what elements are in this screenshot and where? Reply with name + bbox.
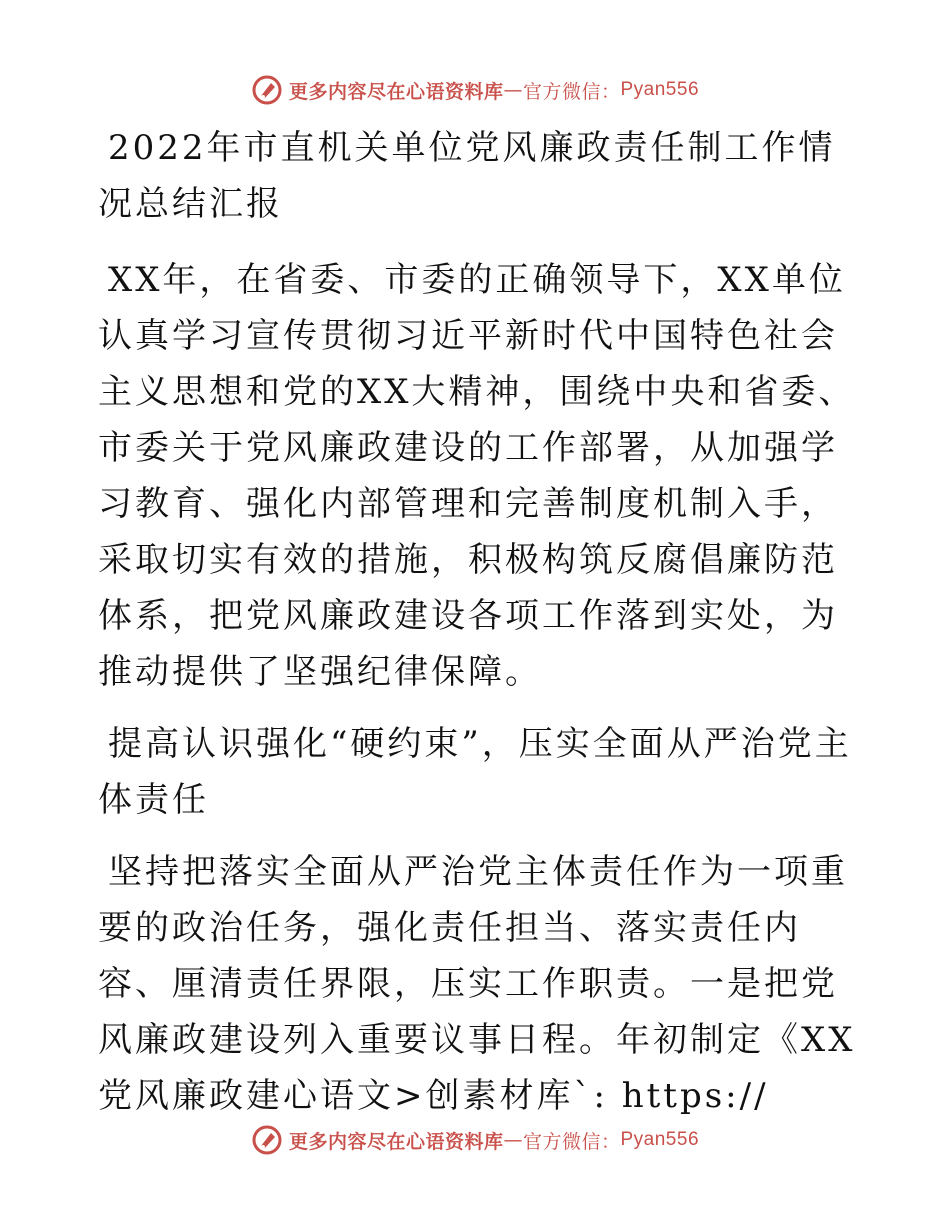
watermark-footer (0, 1120, 950, 1160)
pen-nib-logo-icon (251, 1124, 283, 1156)
document-title: 2022年市直机关单位党风廉政责任制工作情况总结汇报 (98, 128, 836, 224)
watermark-header (0, 70, 950, 110)
section-heading: 提高认识强化“硬约束”，压实全面从严治党主体责任 (98, 724, 852, 820)
watermark-separator: — (503, 79, 523, 101)
pen-nib-logo-icon (251, 74, 283, 106)
paragraph-2: 坚持把落实全面从严治党主体责任作为一项重要的政治任务，强化责任担当、落实责任内容、厘清责任界限，压实工作职责。一是把党风廉政建设列入重要议事日程。年初制定《XX党风廉政建心语文>创素材库`: https:// (98, 852, 856, 1116)
watermark-wechat-label: 官方微信： (522, 1130, 621, 1153)
watermark-wechat-label: 官方微信： (522, 80, 621, 103)
watermark-wechat-id: Pyan556 (620, 1129, 700, 1150)
watermark-main-text: 更多内容尽在心语资料库 (288, 80, 504, 103)
watermark-separator: — (503, 1129, 523, 1151)
watermark-wechat-id: Pyan556 (620, 79, 700, 100)
watermark-main-text: 更多内容尽在心语资料库 (288, 1130, 504, 1153)
document-body (98, 120, 858, 1140)
paragraph-1: XX年，在省委、市委的正确领导下，XX单位认真学习宣传贯彻习近平新时代中国特色社会主义思想和党的XX大精神，围绕中央和省委、市委关于党风廉政建设的工作部署，从加强学习教育、强化内部管理和完善制度机制入手，采取切实有效的措施，积极构筑反腐倡廉防范体系，把党风廉政建设各项工作落到实处，为推动提供了坚强纪律保障。 (98, 260, 856, 692)
